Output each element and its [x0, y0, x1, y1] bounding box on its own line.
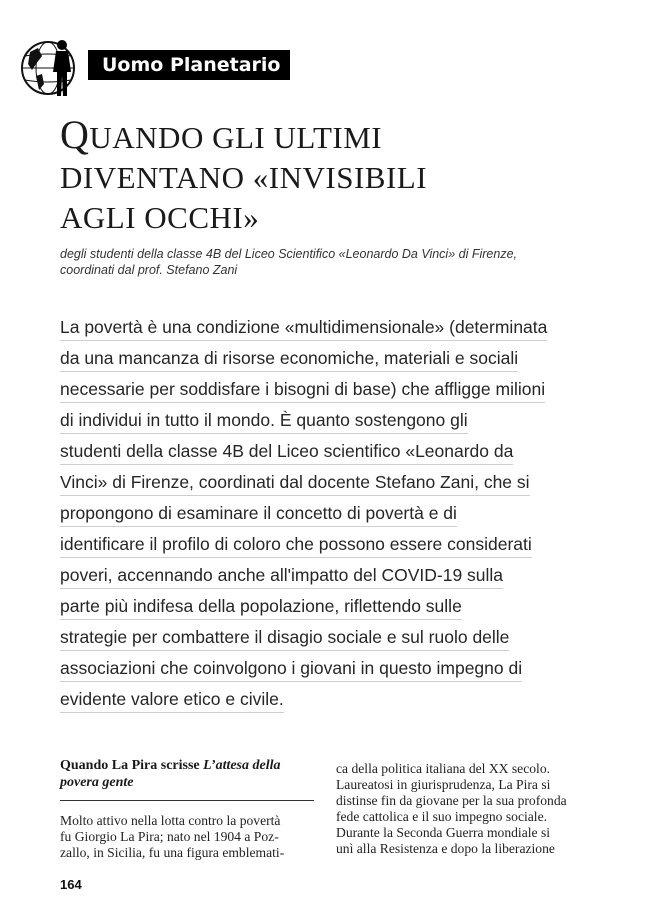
lead-line: identificare il profilo di coloro che possono essere considerati: [60, 534, 532, 558]
title-line: UANDO GLI ULTIMI: [89, 120, 383, 155]
body-line: Laureatosi in giurisprudenza, La Pira si: [336, 777, 551, 792]
article-title: [60, 112, 620, 238]
section-heading: [60, 757, 314, 801]
section-heading-bold: Quando La Pira scrisse: [60, 758, 200, 773]
byline: [60, 246, 630, 278]
lead-line: poveri, accennando anche all'impatto del COVID-19 sulla: [60, 565, 503, 589]
lead-line: evidente valore etico e civile.: [60, 689, 284, 713]
title-line: DIVENTANO «INVISIBILI: [60, 160, 428, 195]
lead-line: associazioni che coinvolgono i giovani in questo impegno di: [60, 658, 522, 682]
rubric-label: Uomo Planetario: [88, 50, 290, 80]
left-column: [60, 757, 314, 861]
right-column: [336, 761, 598, 857]
lead-paragraph: [60, 312, 580, 715]
body-line: zallo, in Sicilia, fu una figura emblemati-: [60, 845, 285, 860]
section-heading-italic: povera gente: [60, 775, 134, 790]
body-line: fede cattolica e il suo impegno sociale.: [336, 809, 548, 824]
lead-line: Vinci» di Firenze, coordinati dal docente Stefano Zani, che si: [60, 472, 530, 496]
section-header: [18, 36, 290, 100]
body-line: unì alla Resistenza e dopo la liberazione: [336, 841, 555, 856]
body-line: fu Giorgio La Pira; nato nel 1904 a Poz-: [60, 829, 279, 844]
byline-line: coordinati dal prof. Stefano Zani: [60, 263, 238, 277]
title-line: AGLI OCCHI»: [60, 200, 260, 235]
lead-line: strategie per combattere il disagio sociale e sul ruolo delle: [60, 627, 509, 651]
section-heading-italic: L’attesa della: [203, 758, 281, 773]
body-line: distinse fin da giovane per la sua profonda: [336, 793, 567, 808]
lead-line: La povertà è una condizione «multidimensionale» (determinata: [60, 317, 547, 341]
lead-line: necessarie per soddisfare i bisogni di base) che affligge milioni: [60, 379, 545, 403]
lead-line: da una mancanza di risorse economiche, materiali e sociali: [60, 348, 518, 372]
lead-line: parte più indifesa della popolazione, riflettendo sulle: [60, 596, 462, 620]
page-number: 164: [60, 877, 82, 892]
lead-line: studenti della classe 4B del Liceo scientifico «Leonardo da: [60, 441, 513, 465]
left-column-text: [60, 813, 314, 861]
body-line: Durante la Seconda Guerra mondiale si: [336, 825, 551, 840]
body-line: ca della politica italiana del XX secolo.: [336, 761, 551, 776]
right-column-text: [336, 761, 598, 857]
globe-with-figure-icon: [18, 36, 84, 100]
lead-line: propongono di esaminare il concetto di povertà e di: [60, 503, 457, 527]
title-dropcap: Q: [60, 112, 90, 157]
lead-line: di individui in tutto il mondo. È quanto sostengono gli: [60, 410, 468, 434]
body-line: Molto attivo nella lotta contro la povertà: [60, 813, 281, 828]
byline-line: degli studenti della classe 4B del Liceo Scientifico «Leonardo Da Vinci» di Firenze,: [60, 247, 517, 261]
